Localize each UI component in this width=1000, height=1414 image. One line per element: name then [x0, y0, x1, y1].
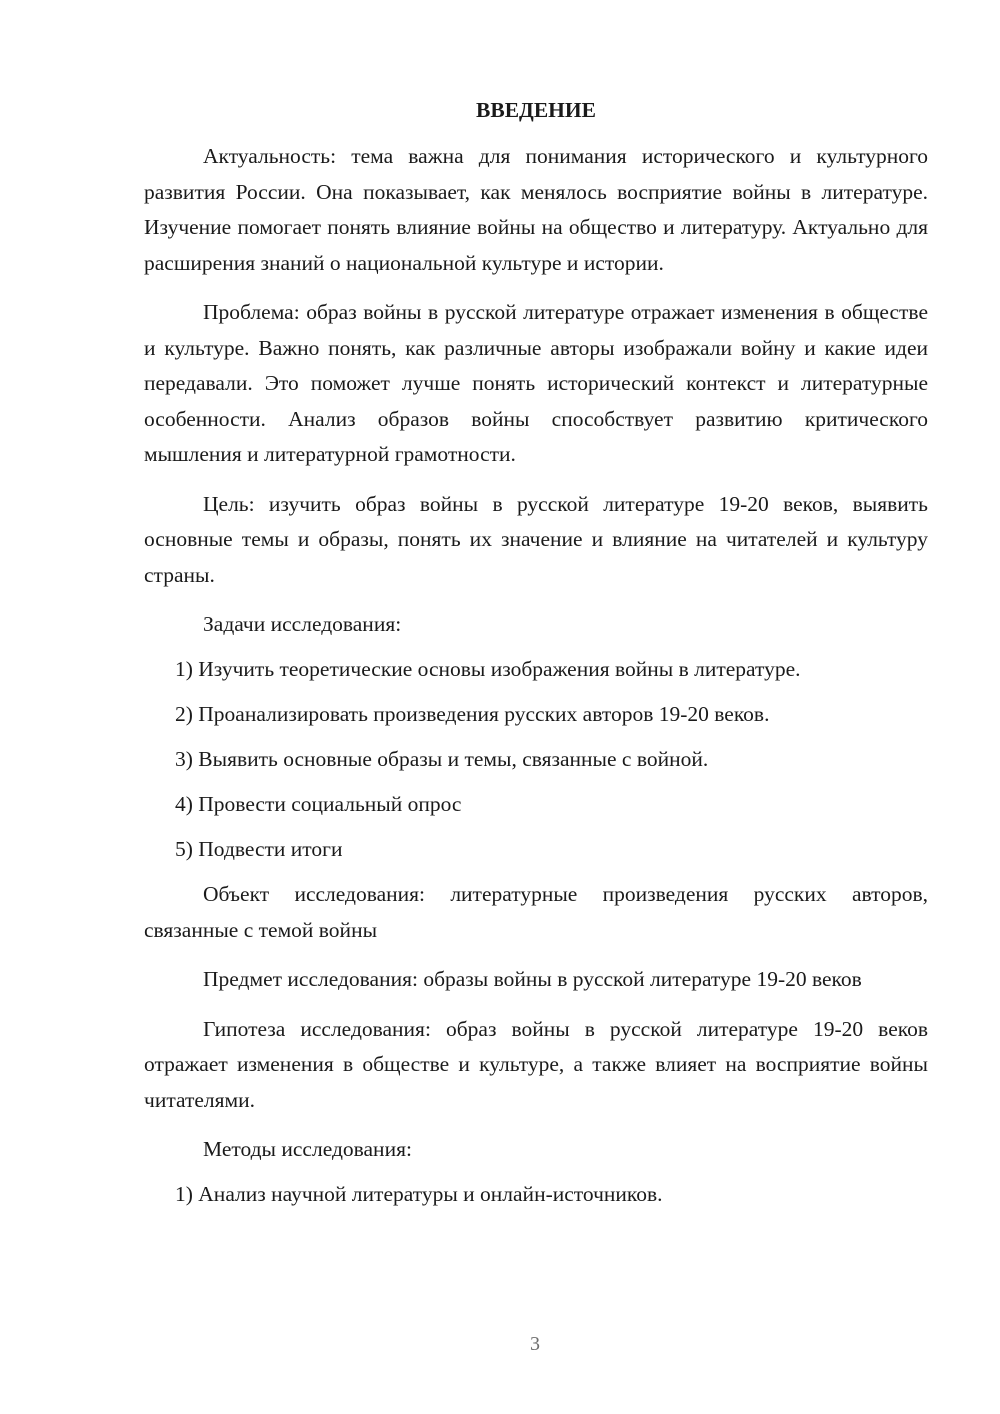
task-item: 1) Изучить теоретические основы изображения войны в литературе. — [175, 657, 801, 681]
method-item: 1) Анализ научной литературы и онлайн-источников. — [175, 1182, 663, 1206]
methods-label: Методы исследования: — [203, 1137, 412, 1161]
subject-paragraph: Предмет исследования: образы войны в русской литературе 19-20 веков — [203, 967, 862, 991]
object-paragraph: Объект исследования: литературные произведения русских авторов, связанные с темой войны — [144, 882, 928, 942]
task-item: 2) Проанализировать произведения русских авторов 19-20 веков. — [175, 702, 770, 726]
hypothesis-paragraph: Гипотеза исследования: образ войны в русской литературе 19-20 веков отражает изменения в обществе и культуре, а также влияет на восприятие войны читателями. — [144, 1016, 928, 1112]
page-number: 3 — [530, 1333, 540, 1355]
document-page — [144, 92, 928, 1222]
section-heading: ВВЕДЕНИЕ — [476, 98, 596, 122]
goal-paragraph: Цель: изучить образ войны в русской литературе 19-20 веков, выявить основные темы и образы, понять их значение и влияние на читателей и культуру страны. — [144, 491, 928, 587]
task-item: 4) Провести социальный опрос — [175, 792, 462, 816]
problem-paragraph: Проблема: образ войны в русской литературе отражает изменения в обществе и культуре. Важно понять, как различные авторы изображали войну и какие идеи передавали. Это поможет лучше понять исторический контекст и литературные особенности. Анализ образов войны способствует развитию критического мышления и литературной грамотности. — [144, 300, 928, 466]
task-item: 3) Выявить основные образы и темы, связанные с войной. — [175, 747, 709, 771]
relevance-paragraph: Актуальность: тема важна для понимания исторического и культурного развития России. Она показывает, как менялось восприятие войны в литературе. Изучение помогает понять влияние войны на общество и литературу. Актуально для расширения знаний о национальной культуре и истории. — [144, 144, 928, 275]
task-item: 5) Подвести итоги — [175, 837, 343, 861]
tasks-label: Задачи исследования: — [203, 612, 402, 636]
